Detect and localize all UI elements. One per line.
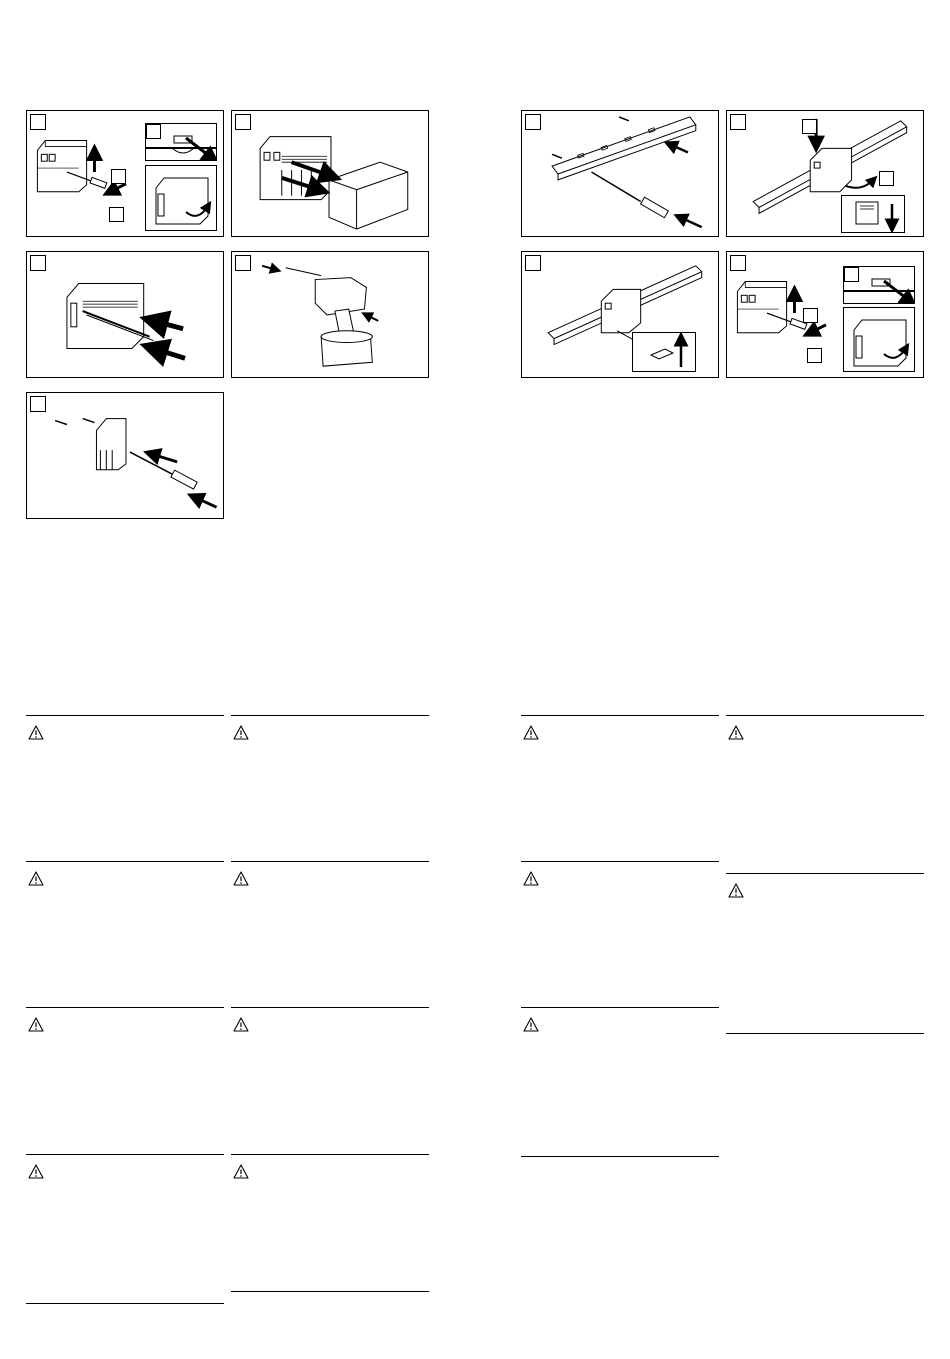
figure-number [30,255,46,271]
step-label [803,308,818,323]
step-label [807,348,822,363]
warning-block [521,861,719,862]
figure-1 [26,110,224,237]
warning-triangle-icon [28,871,44,886]
figure-8 [521,251,719,378]
figure-1-inset-top [145,123,217,161]
figure-number [525,114,541,130]
warning-triangle-icon [728,725,744,740]
figure-number [730,255,746,271]
figure-9 [726,251,924,378]
warning-triangle-icon [233,871,249,886]
figure-3 [26,251,224,378]
warning-block [26,715,224,716]
warning-triangle-icon [523,725,539,740]
column-end-rule [726,1033,924,1034]
warning-block [231,1154,429,1155]
warning-triangle-icon [28,1017,44,1032]
warning-block [26,1007,224,1008]
warning-block [726,715,924,716]
figure-number [30,396,46,412]
warning-block [521,1007,719,1008]
figure-number [525,255,541,271]
figure-3-drawing [27,252,223,377]
step-label [802,119,817,134]
warning-block [231,1007,429,1008]
figure-number [730,114,746,130]
warning-triangle-icon [233,725,249,740]
figure-7-inset [841,195,905,233]
figure-2 [231,110,429,237]
step-label [111,169,126,184]
step-label [844,267,859,282]
step-label [879,171,894,186]
figure-1-inset-bottom [145,165,217,231]
figure-6 [521,110,719,237]
warning-triangle-icon [233,1164,249,1179]
warning-block [26,1154,224,1155]
warning-triangle-icon [523,871,539,886]
warning-block [521,715,719,716]
step-label [146,124,161,139]
step-label [109,207,124,222]
figure-4 [231,251,429,378]
figure-2-drawing [232,111,428,236]
warning-triangle-icon [28,725,44,740]
warning-triangle-icon [728,883,744,898]
warning-block [231,715,429,716]
warning-block [26,861,224,862]
warning-triangle-icon [28,1164,44,1179]
figure-6-drawing [522,111,718,236]
figure-4-drawing [232,252,428,377]
figure-number [235,255,251,271]
figure-9-inset-bottom [843,307,915,372]
figure-8-inset [632,332,696,372]
column-end-rule [26,1303,224,1304]
warning-triangle-icon [233,1017,249,1032]
figure-number [235,114,251,130]
column-end-rule [521,1156,719,1157]
warning-block [726,873,924,874]
figure-number [30,114,46,130]
warning-triangle-icon [523,1017,539,1032]
figure-7 [726,110,924,237]
figure-9-inset-top [843,266,915,304]
figure-5-drawing [27,393,223,518]
warning-block [231,861,429,862]
column-end-rule [231,1291,429,1292]
figure-5 [26,392,224,519]
